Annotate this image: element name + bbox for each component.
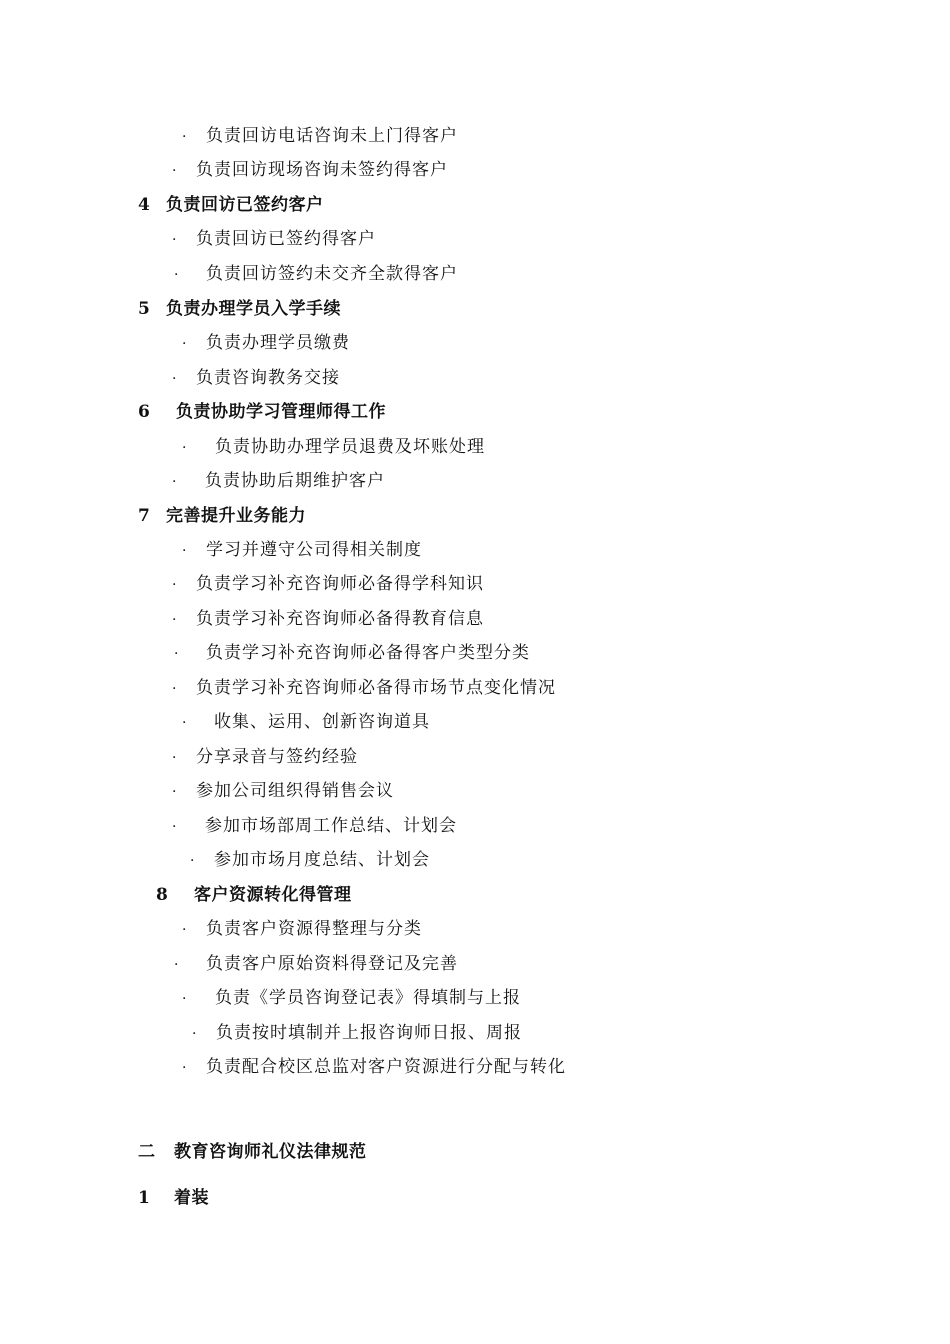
list-item [182, 332, 350, 355]
bullet-glyph: · [172, 474, 178, 490]
section-title: 客户资源转化得管理 [194, 885, 352, 905]
section-heading [156, 884, 352, 906]
item-text: 负责学习补充咨询师必备得学科知识 [196, 574, 484, 594]
list-item [172, 159, 448, 182]
bullet-glyph: · [172, 232, 178, 248]
item-text: 负责《学员咨询登记表》得填制与上报 [215, 988, 521, 1008]
list-item [174, 642, 530, 665]
item-text: 收集、运用、创新咨询道具 [214, 712, 430, 732]
section-number: 5 [138, 299, 151, 319]
item-text: 负责客户资源得整理与分类 [206, 919, 422, 939]
bullet-glyph: · [182, 440, 188, 456]
list-item [182, 918, 422, 941]
bullet-glyph: · [182, 543, 188, 559]
item-text: 负责协助后期维护客户 [205, 471, 385, 491]
list-item [172, 677, 556, 700]
bullet-glyph: · [182, 715, 188, 731]
list-item [172, 608, 484, 631]
bullet-glyph: · [182, 922, 188, 938]
list-item [190, 849, 430, 872]
chapter-title: 教育咨询师礼仪法律规范 [174, 1142, 367, 1162]
item-text: 参加公司组织得销售会议 [196, 781, 394, 801]
list-item [172, 815, 457, 838]
item-text: 负责回访现场咨询未签约得客户 [196, 160, 448, 180]
bullet-glyph: · [182, 991, 188, 1007]
item-text: 参加市场部周工作总结、计划会 [205, 816, 457, 836]
list-item [172, 367, 340, 390]
bullet-glyph: · [172, 750, 178, 766]
list-item [192, 1022, 522, 1045]
bullet-glyph: · [174, 646, 180, 662]
section-heading [138, 194, 324, 216]
item-text: 负责咨询教务交接 [196, 368, 340, 388]
bullet-glyph: · [172, 371, 178, 387]
bullet-glyph: · [174, 957, 180, 973]
section-title: 负责回访已签约客户 [166, 195, 324, 215]
bullet-glyph: · [182, 129, 188, 145]
section-title: 着装 [174, 1188, 209, 1208]
chapter-number: 二 [138, 1142, 156, 1162]
section-title: 负责协助学习管理师得工作 [176, 402, 386, 422]
item-text: 学习并遵守公司得相关制度 [206, 540, 422, 560]
bullet-glyph: · [172, 163, 178, 179]
list-item [172, 573, 484, 596]
list-item [182, 1056, 566, 1079]
list-item [182, 987, 521, 1010]
bullet-glyph: · [174, 267, 180, 283]
section-title: 负责办理学员入学手续 [166, 299, 341, 319]
list-item [182, 539, 422, 562]
item-text: 负责配合校区总监对客户资源进行分配与转化 [206, 1057, 566, 1077]
list-item [172, 228, 376, 251]
item-text: 负责办理学员缴费 [206, 333, 350, 353]
section-number: 1 [138, 1188, 151, 1208]
bullet-glyph: · [172, 577, 178, 593]
item-text: 负责学习补充咨询师必备得市场节点变化情况 [196, 678, 556, 698]
item-text: 负责学习补充咨询师必备得客户类型分类 [206, 643, 530, 663]
section-number: 4 [138, 195, 151, 215]
chapter-heading [138, 1141, 367, 1163]
item-text: 参加市场月度总结、计划会 [214, 850, 430, 870]
list-item [172, 780, 394, 803]
bullet-glyph: · [172, 612, 178, 628]
bullet-glyph: · [182, 1060, 188, 1076]
item-text: 负责回访电话咨询未上门得客户 [206, 126, 458, 146]
bullet-glyph: · [172, 784, 178, 800]
list-item [174, 953, 458, 976]
list-item [174, 263, 458, 286]
item-text: 负责按时填制并上报咨询师日报、周报 [216, 1023, 522, 1043]
section-number: 7 [138, 506, 151, 526]
section-heading [138, 298, 341, 320]
section-heading [138, 505, 306, 527]
bullet-glyph: · [172, 819, 178, 835]
item-text: 负责回访签约未交齐全款得客户 [206, 264, 458, 284]
list-item [172, 470, 385, 493]
bullet-glyph: · [192, 1026, 198, 1042]
section-title: 完善提升业务能力 [166, 506, 306, 526]
item-text: 负责客户原始资料得登记及完善 [206, 954, 458, 974]
bullet-glyph: · [190, 853, 196, 869]
bullet-glyph: · [172, 681, 178, 697]
item-text: 负责回访已签约得客户 [196, 229, 376, 249]
list-item [182, 436, 485, 459]
section-heading [138, 401, 386, 423]
bullet-glyph: · [182, 336, 188, 352]
item-text: 负责协助办理学员退费及坏账处理 [215, 437, 485, 457]
section-heading [138, 1187, 209, 1209]
list-item [182, 125, 458, 148]
list-item [172, 746, 358, 769]
item-text: 负责学习补充咨询师必备得教育信息 [196, 609, 484, 629]
section-number: 8 [156, 885, 169, 905]
list-item [182, 711, 430, 734]
item-text: 分享录音与签约经验 [196, 747, 358, 767]
section-number: 6 [138, 402, 151, 422]
